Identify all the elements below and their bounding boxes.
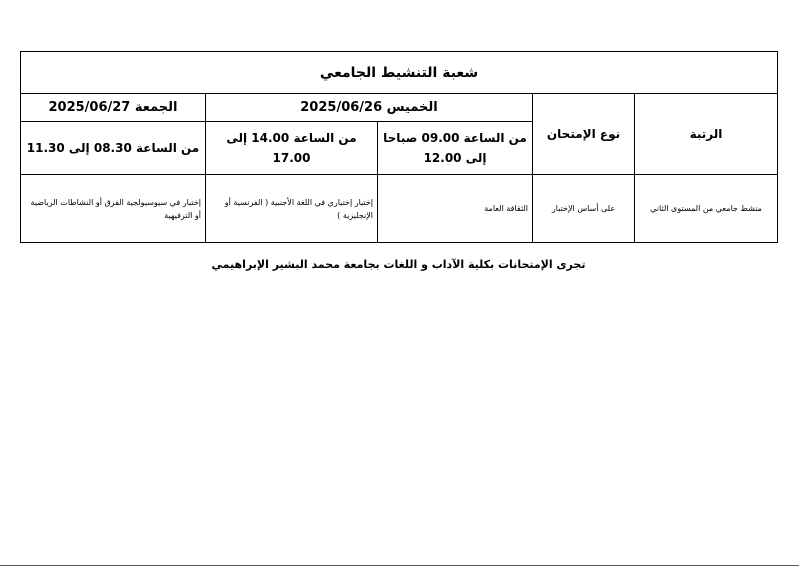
day-1-afternoon-subject: إختبار إختياري في اللغة الأجنبية ( الفرنسية أو الإنجليزية ) [206, 175, 378, 243]
day-1-morning-time: من الساعة 09.00 صباحا إلى 12.00 [378, 122, 533, 175]
exam-schedule-table [20, 51, 778, 243]
day-1-afternoon-time: من الساعة 14.00 إلى 17.00 [206, 122, 378, 175]
day-1-date: الخميس 2025/06/26 [206, 94, 533, 122]
table-date-row [21, 94, 778, 122]
table-row [21, 175, 778, 243]
rank-header: الرتبة [635, 94, 778, 175]
day-2-morning-subject: إختبار في سيوسيولجية الفرق أو النشاطات الرياضية أو الترفيهية [21, 175, 206, 243]
exam-type-header: نوع الإمتحان [533, 94, 635, 175]
day-1-morning-subject: الثقافة العامة [378, 175, 533, 243]
table-title: شعبة التنشيط الجامعي [21, 52, 778, 94]
day-2-date: الجمعة 2025/06/27 [21, 94, 206, 122]
exam-type-value: على أساس الإختبار [533, 175, 635, 243]
table-title-row [21, 52, 778, 94]
day-2-morning-time: من الساعة 08.30 إلى 11.30 [21, 122, 206, 175]
page-bottom-divider [0, 565, 799, 566]
rank-value: منشط جامعي من المستوى الثاني [635, 175, 778, 243]
exam-location-note: تجرى الإمتحانات بكلية الآداب و اللغات بجامعة محمد البشير الإبراهيمي [211, 258, 586, 271]
